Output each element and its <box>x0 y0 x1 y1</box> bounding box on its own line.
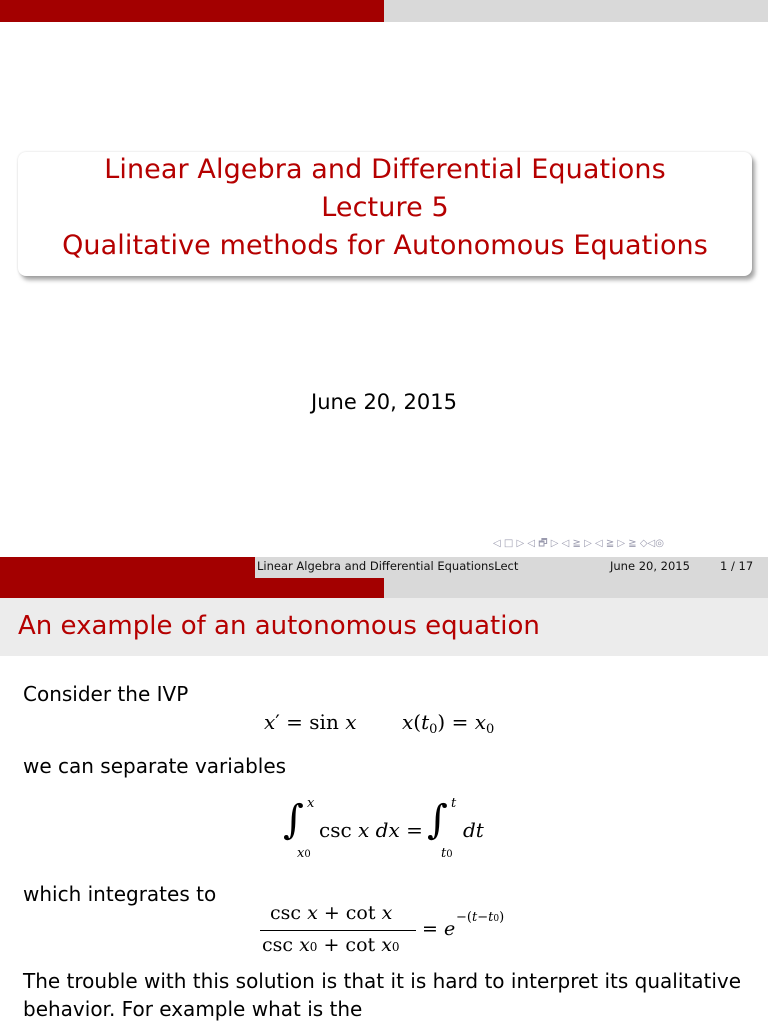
footer-date: June 20, 2015 <box>610 559 690 573</box>
text-trouble-line-1: The trouble with this solution is that it is hard to interpret its qualitative <box>23 969 742 993</box>
title-line-3: Qualitative methods for Autonomous Equations <box>62 230 708 261</box>
text-integrates-to: which integrates to <box>23 882 217 906</box>
presentation-date: June 20, 2015 <box>311 390 457 414</box>
footer-short-title: Linear Algebra and Differential EquationsLect <box>257 559 519 573</box>
text-trouble-line-2: behavior. For example what is the <box>23 997 363 1021</box>
equation-initial-condition: $x(t_0) = x_0$ <box>402 710 495 737</box>
title-line-2: Lecture 5 <box>321 192 449 223</box>
text-consider-ivp: Consider the IVP <box>23 682 189 706</box>
footer-left-bar <box>0 557 255 578</box>
frame-title: An example of an autonomous equation <box>18 611 540 641</box>
footer-page-number: 1 / 17 <box>720 559 754 573</box>
title-block <box>18 152 752 276</box>
header-bar-gray-2 <box>384 578 768 598</box>
equation-ode: x′ = sin x <box>264 710 357 734</box>
header-bar-red-2 <box>0 578 384 598</box>
beamer-navigation-symbols[interactable]: ◁ □ ▷ ◁ 🗗 ▷ ◁ ≧ ▷ ◁ ≧ ▷ ≧ ◇◁◎ <box>493 538 664 549</box>
title-line-1: Linear Algebra and Differential Equations <box>104 154 666 185</box>
header-bar-gray <box>384 0 768 22</box>
equation-solution: csc x + cot x csc x0 + cot x0 = e −(t−t0) <box>262 902 505 956</box>
text-separate-variables: we can separate variables <box>23 754 287 778</box>
footer <box>0 557 768 578</box>
equation-separated-integrals: ∫ x x0 csc x dx = ∫ t t0 dt <box>283 796 484 861</box>
header-bar-red <box>0 0 384 22</box>
